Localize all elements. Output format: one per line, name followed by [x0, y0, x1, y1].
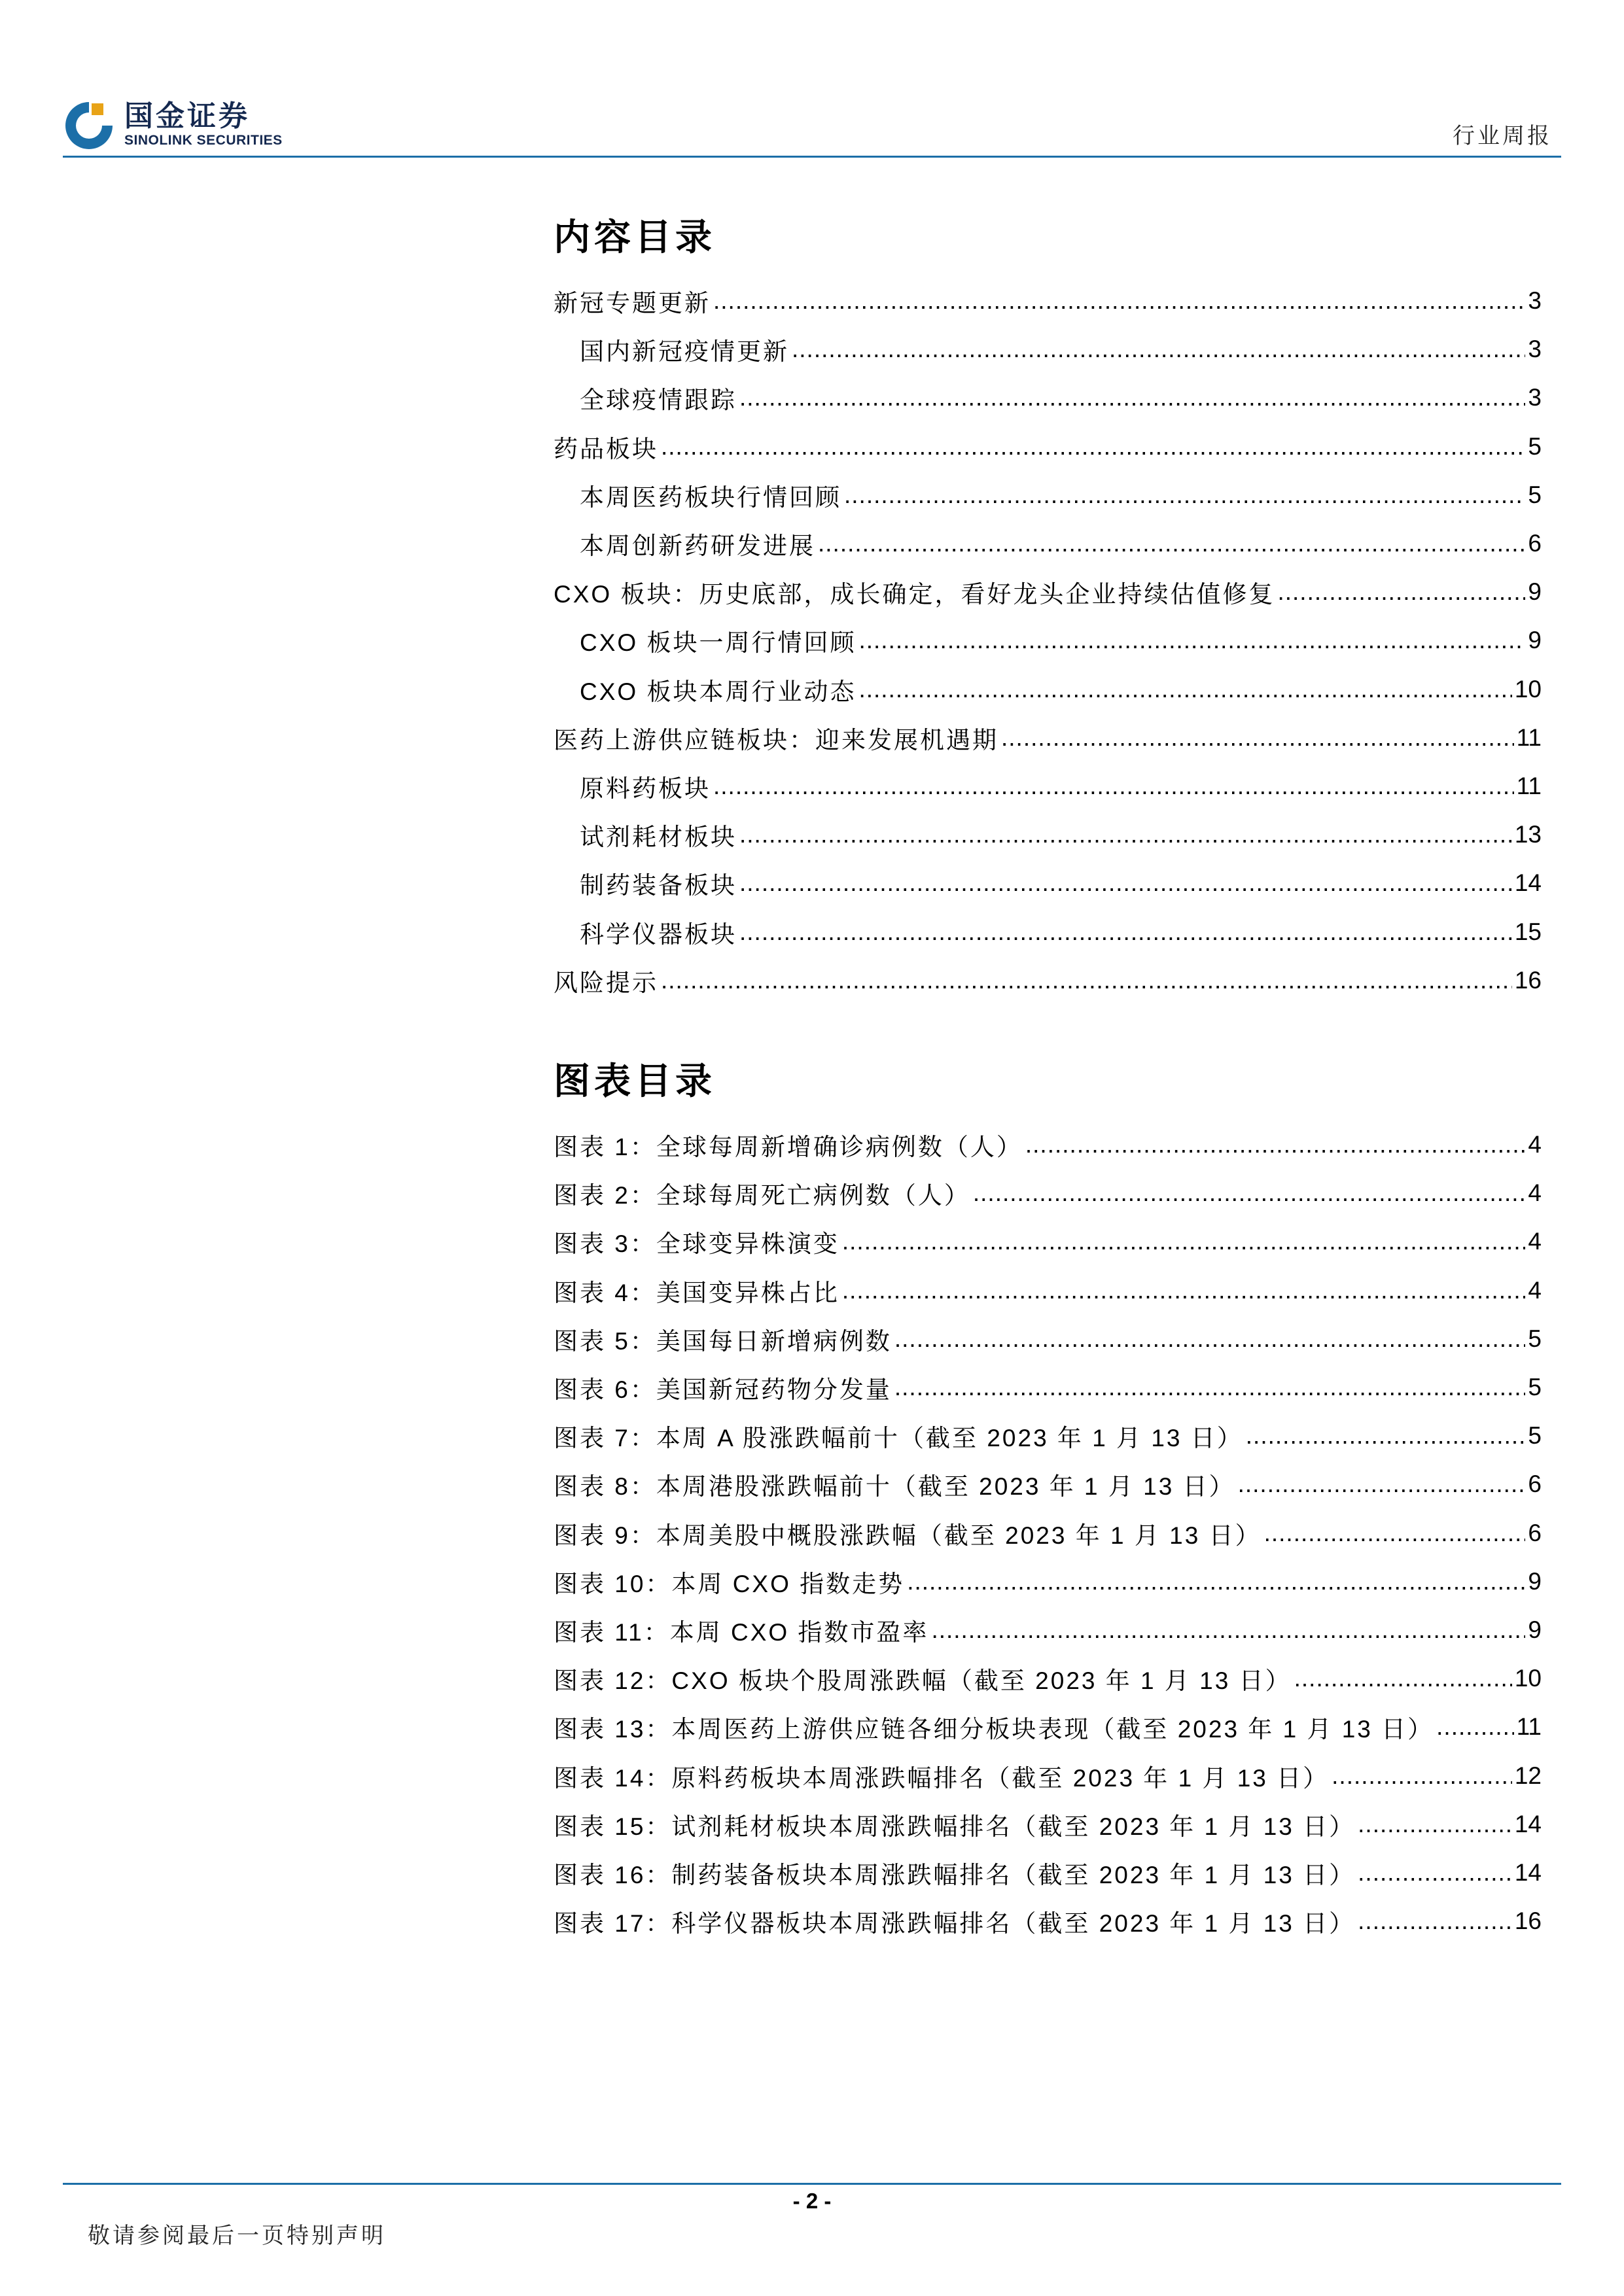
figure-entry-label: 图表 6：美国新冠药物分发量	[554, 1376, 892, 1404]
toc-entry[interactable]	[554, 714, 1542, 762]
figure-entry-label: 图表 14：原料药板块本周涨跌幅排名（截至 2023 年 1 月 13 日）	[554, 1764, 1330, 1792]
dot-leader	[858, 627, 1525, 654]
figure-entry-label: 图表 4：美国变异株占比	[554, 1279, 839, 1306]
toc-entry[interactable]	[554, 665, 1542, 714]
toc-entry-label: 医药上游供应链板块：迎来发展机遇期	[554, 726, 998, 754]
toc-entry-label: 风险提示	[554, 969, 658, 996]
page-header	[63, 92, 1561, 157]
dot-leader	[1246, 1422, 1526, 1450]
figure-entry-label: 图表 13：本周医药上游供应链各细分板块表现（截至 2023 年 1 月 13 日）	[554, 1716, 1434, 1743]
figure-entry-page: 6	[1528, 1519, 1542, 1546]
toc-entry-label: 新冠专题更新	[554, 290, 711, 317]
logo-chinese-name: 国金证券	[124, 99, 250, 133]
toc-entry[interactable]	[554, 519, 1542, 568]
dot-leader	[842, 1228, 1526, 1255]
dot-leader	[739, 821, 1512, 848]
toc-entry[interactable]	[554, 810, 1542, 859]
figure-entry-page: 4	[1528, 1276, 1542, 1304]
figure-entry-label: 图表 10：本周 CXO 指数走势	[554, 1570, 905, 1597]
toc-entry[interactable]	[554, 859, 1542, 907]
toc-entry[interactable]	[554, 277, 1542, 325]
dot-leader	[894, 1374, 1526, 1401]
figure-entry[interactable]	[554, 1606, 1542, 1654]
logo-english-name: SINOLINK SECURITIES	[124, 133, 283, 148]
toc-entry-page: 5	[1528, 432, 1542, 460]
dot-leader	[858, 676, 1511, 703]
toc-entry-page: 16	[1514, 966, 1542, 994]
figure-entry[interactable]	[554, 1217, 1542, 1266]
dot-leader	[1277, 578, 1525, 606]
figure-entry[interactable]	[554, 1266, 1542, 1315]
toc-entry-page: 3	[1528, 384, 1542, 411]
header-divider	[63, 156, 1561, 158]
toc-entry-page: 9	[1528, 627, 1542, 654]
dot-leader	[792, 336, 1525, 363]
figure-entry[interactable]	[554, 1897, 1542, 1945]
toc-entry-page: 6	[1528, 530, 1542, 557]
figures-title: 图表目录	[554, 1060, 716, 1103]
toc-entry[interactable]	[554, 762, 1542, 810]
toc-entry[interactable]	[554, 907, 1542, 956]
toc-entry-page: 13	[1514, 821, 1542, 848]
figure-entry-label: 图表 9：本周美股中概股涨跌幅（截至 2023 年 1 月 13 日）	[554, 1522, 1262, 1549]
toc-entry-label: CXO 板块本周行业动态	[580, 678, 856, 705]
figure-entry-label: 图表 2：全球每周死亡病例数（人）	[554, 1182, 970, 1209]
toc-entry-label: 本周创新药研发进展	[580, 532, 815, 560]
figure-entry-label: 图表 12：CXO 板块个股周涨跌幅（截至 2023 年 1 月 13 日）	[554, 1667, 1292, 1695]
figure-entry-label: 图表 7：本周 A 股涨跌幅前十（截至 2023 年 1 月 13 日）	[554, 1425, 1243, 1452]
toc-entry-label: 科学仪器板块	[580, 920, 737, 948]
figure-entry-page: 12	[1514, 1762, 1542, 1789]
dot-leader	[1358, 1811, 1512, 1838]
toc-entry[interactable]	[554, 471, 1542, 519]
figure-entry-label: 图表 3：全球变异株演变	[554, 1230, 839, 1258]
figure-entry-page: 6	[1528, 1470, 1542, 1498]
dot-leader	[713, 287, 1525, 315]
dot-leader	[1436, 1713, 1513, 1741]
report-type-label: 行业周报	[1453, 123, 1552, 149]
dot-leader	[818, 530, 1525, 557]
toc-entry-label: 试剂耗材板块	[580, 824, 737, 851]
dot-leader	[1001, 724, 1514, 752]
figure-entry[interactable]	[554, 1363, 1542, 1412]
figure-entry-label: 图表 15：试剂耗材板块本周涨跌幅排名（截至 2023 年 1 月 13 日）	[554, 1813, 1356, 1840]
footer-disclaimer: 敬请参阅最后一页特别声明	[88, 2223, 386, 2249]
toc-entry-page: 15	[1514, 918, 1542, 945]
figure-entry[interactable]	[554, 1509, 1542, 1557]
dot-leader	[1238, 1470, 1526, 1498]
toc-entry-page: 3	[1528, 287, 1542, 315]
toc-entry-page: 9	[1528, 578, 1542, 606]
toc-entry[interactable]	[554, 423, 1542, 471]
dot-leader	[739, 384, 1525, 411]
figure-entry[interactable]	[554, 1121, 1542, 1169]
figure-entry-page: 16	[1514, 1907, 1542, 1935]
footer-divider	[63, 2183, 1561, 2185]
dot-leader	[1264, 1520, 1526, 1547]
toc-entry-page: 3	[1528, 336, 1542, 363]
dot-leader	[1332, 1762, 1512, 1790]
toc-entry-label: 制药装备板块	[580, 872, 737, 899]
dot-leader	[907, 1568, 1525, 1595]
dot-leader	[973, 1179, 1526, 1207]
company-logo	[63, 92, 283, 157]
figure-entry-page: 14	[1514, 1858, 1542, 1886]
dot-leader	[1358, 1859, 1512, 1887]
toc-entry-page: 10	[1514, 675, 1542, 703]
figure-entry-page: 5	[1528, 1422, 1542, 1450]
toc-entry-label: 药品板块	[554, 435, 658, 462]
figure-entry[interactable]	[554, 1654, 1542, 1703]
toc-entry[interactable]	[554, 956, 1542, 1005]
toc-entry-label: CXO 板块一周行情回顾	[580, 629, 856, 657]
figure-entry-page: 9	[1528, 1567, 1542, 1595]
toc-entry-page: 11	[1516, 723, 1542, 751]
toc-entry-label: 本周医药板块行情回顾	[580, 483, 841, 511]
figure-entry[interactable]	[554, 1169, 1542, 1217]
figure-entry-page: 4	[1528, 1179, 1542, 1207]
logo-mark-icon	[63, 98, 115, 150]
figure-entry[interactable]	[554, 1800, 1542, 1849]
figure-entry[interactable]	[554, 1557, 1542, 1606]
figure-entry[interactable]	[554, 1460, 1542, 1508]
figures-list	[554, 1121, 1542, 1945]
contents-list	[554, 277, 1542, 1005]
figure-entry-label: 图表 17：科学仪器板块本周涨跌幅排名（截至 2023 年 1 月 13 日）	[554, 1910, 1356, 1938]
figure-entry-label: 图表 1：全球每周新增确诊病例数（人）	[554, 1134, 1023, 1161]
toc-entry-label: 原料药板块	[580, 774, 711, 802]
figure-entry[interactable]	[554, 1703, 1542, 1751]
dot-leader	[713, 773, 1514, 800]
figure-entry-page: 14	[1514, 1810, 1542, 1837]
toc-entry-page: 14	[1514, 869, 1542, 897]
dot-leader	[842, 1277, 1526, 1304]
page-number: - 2 -	[792, 2189, 832, 2213]
figure-entry-page: 9	[1528, 1616, 1542, 1643]
dot-leader	[894, 1325, 1526, 1353]
toc-entry-label: 国内新冠疫情更新	[580, 338, 789, 366]
figure-entry-page: 5	[1528, 1325, 1542, 1352]
contents-title: 内容目录	[554, 216, 716, 259]
toc-entry[interactable]	[554, 325, 1542, 374]
figure-entry-page: 10	[1514, 1665, 1542, 1692]
toc-entry-label: CXO 板块：历史底部，成长确定，看好龙头企业持续估值修复	[554, 581, 1275, 608]
figure-entry-page: 4	[1528, 1131, 1542, 1158]
dot-leader	[931, 1616, 1525, 1644]
figure-entry-label: 图表 16：制药装备板块本周涨跌幅排名（截至 2023 年 1 月 13 日）	[554, 1861, 1356, 1888]
figure-entry-page: 11	[1516, 1713, 1542, 1741]
figure-entry-page: 4	[1528, 1228, 1542, 1255]
dot-leader	[1025, 1131, 1526, 1158]
dot-leader	[661, 967, 1512, 994]
toc-entry-page: 5	[1528, 481, 1542, 508]
figure-entry[interactable]	[554, 1751, 1542, 1800]
dot-leader	[1358, 1907, 1512, 1935]
figure-entry-label: 图表 8：本周港股涨跌幅前十（截至 2023 年 1 月 13 日）	[554, 1473, 1235, 1501]
toc-entry[interactable]	[554, 374, 1542, 422]
toc-entry[interactable]	[554, 568, 1542, 616]
toc-entry[interactable]	[554, 616, 1542, 665]
dot-leader	[1294, 1665, 1512, 1692]
dot-leader	[661, 433, 1525, 461]
figure-entry[interactable]	[554, 1412, 1542, 1460]
figure-entry-page: 5	[1528, 1374, 1542, 1401]
dot-leader	[739, 918, 1512, 946]
toc-entry-label: 全球疫情跟踪	[580, 387, 737, 414]
figure-entry-label: 图表 5：美国每日新增病例数	[554, 1327, 892, 1355]
dot-leader	[739, 869, 1512, 897]
toc-entry-page: 11	[1516, 772, 1542, 799]
dot-leader	[844, 481, 1525, 509]
figure-entry[interactable]	[554, 1315, 1542, 1363]
figure-entry-label: 图表 11：本周 CXO 指数市盈率	[554, 1618, 929, 1646]
figure-entry[interactable]	[554, 1849, 1542, 1897]
